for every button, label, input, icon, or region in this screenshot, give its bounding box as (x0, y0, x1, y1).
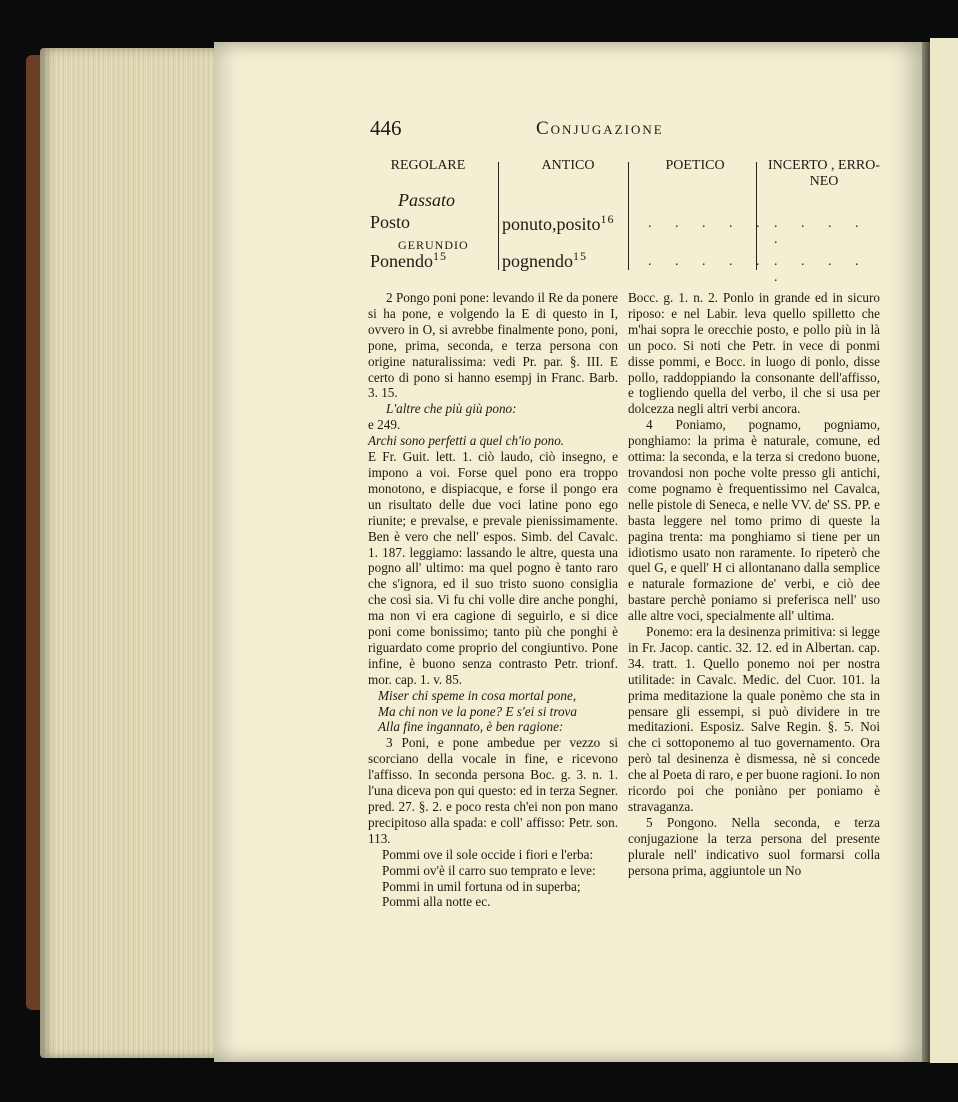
verse-line: Pommi ove il sole occide i fiori e l'erba: (382, 846, 594, 862)
header-regolare: REGOLARE (390, 158, 466, 173)
page-stack-edge (40, 48, 220, 1058)
page-header (370, 116, 890, 146)
cell-pognendo (502, 249, 587, 272)
cell-antico-text: pognendo (502, 251, 573, 271)
verse-line: L'altre che più giù pono: (386, 401, 517, 417)
paragraph: 5 Pongono. Nella seconda, e terza conjugazione la terza persona del presente plurale nell' indicativo suol formarsi colla persona prima, aggiuntole un No (628, 814, 880, 878)
label-gerundio: GERUNDIO (398, 238, 469, 252)
right-text-column (628, 290, 880, 879)
cell-posto: Posto (370, 212, 411, 232)
paragraph: 4 Poniamo, pognamo, pogniamo, ponghiamo: la prima è naturale, comune, ed ottima: la seconda, e la terza si credono buone, trovandosi non poche volte presso gli antichi, come pognamo è frequentissimo nel Cavalca, nelle pistole di Seneca, e nelle VV. de' SS. PP. e basta leggere nel tomo primo di queste la pagina trenta: ma ponghiamo si tiene per un idiotismo usato non raramente. Io ripeterò che quel G, e quell' H ci allontanano dalla semplice e naturale formazione de' verbi, e ciò dee bastare perchè poniamo si preferisca nell' uso alle altre voci, specialmente all' ultima. (628, 417, 880, 624)
label-passato: Passato (398, 190, 456, 210)
left-text-column (368, 290, 618, 910)
verse-line: Pommi alla notte ec. (382, 894, 491, 910)
empty-cell-dots: . . . . . (774, 254, 869, 285)
verse-line: Miser chi speme in cosa mortal pone, (378, 687, 577, 703)
empty-cell-dots: . . . . . (648, 254, 770, 269)
header-incerto (760, 158, 888, 190)
verse-line: Archi sono perfetti a quel ch'io pono. (368, 433, 565, 449)
paragraph: Bocc. g. 1. n. 2. Ponlo in grande ed in sicuro riposo: e nel Labir. leva quello spilletto che m'hai sopra le orecchie posto, e pollo più in là un poco. Si noti che Petr. in vece di ponmi disse pommi, e Bocc. in luogo di ponlo, disse pollo, raddoppiando la consonante dell'affisso, e togliendo quella del verbo, il che si usa per dolcezza negli altri verbi ancora. (628, 290, 880, 417)
cell-regolare-text: Ponendo (370, 251, 433, 271)
empty-cell-dots: . . . . . (774, 216, 869, 247)
table-rule (498, 162, 499, 270)
paragraph: 3 Poni, e pone ambedue per vezzo si scorciano della vocale in fine, e ricevono l'affisso. In seconda persona Boc. g. 3. n. 1. l'una diceva pon qui questo: ed in terza Segner. pred. 27. §. 2. e poco resta ch'ei non pon mano precipitoso alla spada: e coll' affisso: Petr. son. 113. (368, 735, 618, 846)
footnote-mark: 15 (433, 249, 447, 263)
paragraph: 2 Pongo poni pone: levando il Re da ponere si ha pone, e volgendo la E di questo in I, ovvero in O, si avrebbe finalmente pono, poni, pone, prima, seconda, e terza persona con origine naturalissima: vedi Pr. par. §. III. E certo di pono si hanno esempj in Franc. Barb. 3. 15. (368, 290, 618, 401)
verse-line: Pommi in umil fortuna od in superba; (382, 878, 581, 894)
empty-cell-dots: . . . . . (648, 216, 770, 231)
paragraph: e 249. (368, 417, 401, 433)
header-incerto-line2: NEO (809, 174, 839, 189)
table-rule (628, 162, 629, 270)
verse-line: Ma chi non ve la pone? E s'ei si trova (378, 703, 578, 719)
running-head: Conjugazione (536, 118, 664, 139)
paragraph: E Fr. Guit. lett. 1. ciò laudo, ciò insegno, e impono a voi. Forse quel pono era troppo monotono, e dispiacque, e forse il pongo era un risultato delle due voci latine pono ego riunite; e prevalse, e prevale pienissimamente. Ben è vero che nell' espos. Simb. del Cavalc. 1. 187. leggiamo: lassando le altre, questa una pogno all' ultimo: ma quel pogno è tanto raro che s'ignora, ed il suo tristo suono consiglia che così sia. Vi fu chi volle dire anche ponghi, ma non vi era cagione di seguirlo, e si dice poni come bonissimo; tanto più che ponghi è riguardato come proprio del congiuntivo. Pone infine, è buono senza contrasto Petr. trionf. mor. cap. 1. v. 85. (368, 449, 618, 687)
conjugation-table (368, 158, 888, 285)
footnote-mark: 15 (573, 249, 587, 263)
paragraph: Ponemo: era la desinenza primitiva: si legge in Fr. Jacop. cantic. 32. 12. ed in Albertan. cap. 34. tratt. 1. Quello ponemo noi per nostra utilitade: in Cavalc. Medic. del Cuor. 101. la prima meditazione la quale ponèmo che sta in pensare gli essempi, si può dividere in tre meditazioni. Esposiz. Salve Regin. §. 5. Noi che ci sottoponemo al tuo governamento. Ora però tal desinenza è dismessa, nè si concede che al Poeta di raro, e per buone ragioni. Io non ricordo poi che poniàno per poniamo è stravaganza. (628, 624, 880, 814)
cell-ponuto-posito (502, 212, 615, 235)
header-poetico: POETICO (665, 158, 725, 173)
header-antico: ANTICO (541, 158, 595, 173)
page-number: 446 (370, 116, 402, 140)
header-incerto-line1: INCERTO , ERRO- (767, 158, 881, 173)
footnote-mark: 16 (600, 212, 615, 226)
verse-line: Alla fine ingannato, è ben ragione: (378, 719, 564, 735)
facing-page-edge (930, 38, 958, 1063)
cell-ponendo (370, 249, 447, 272)
verse-line: Pommi ov'è il carro suo temprato e leve: (382, 862, 596, 878)
cell-antico-text: ponuto,posito (502, 214, 601, 234)
